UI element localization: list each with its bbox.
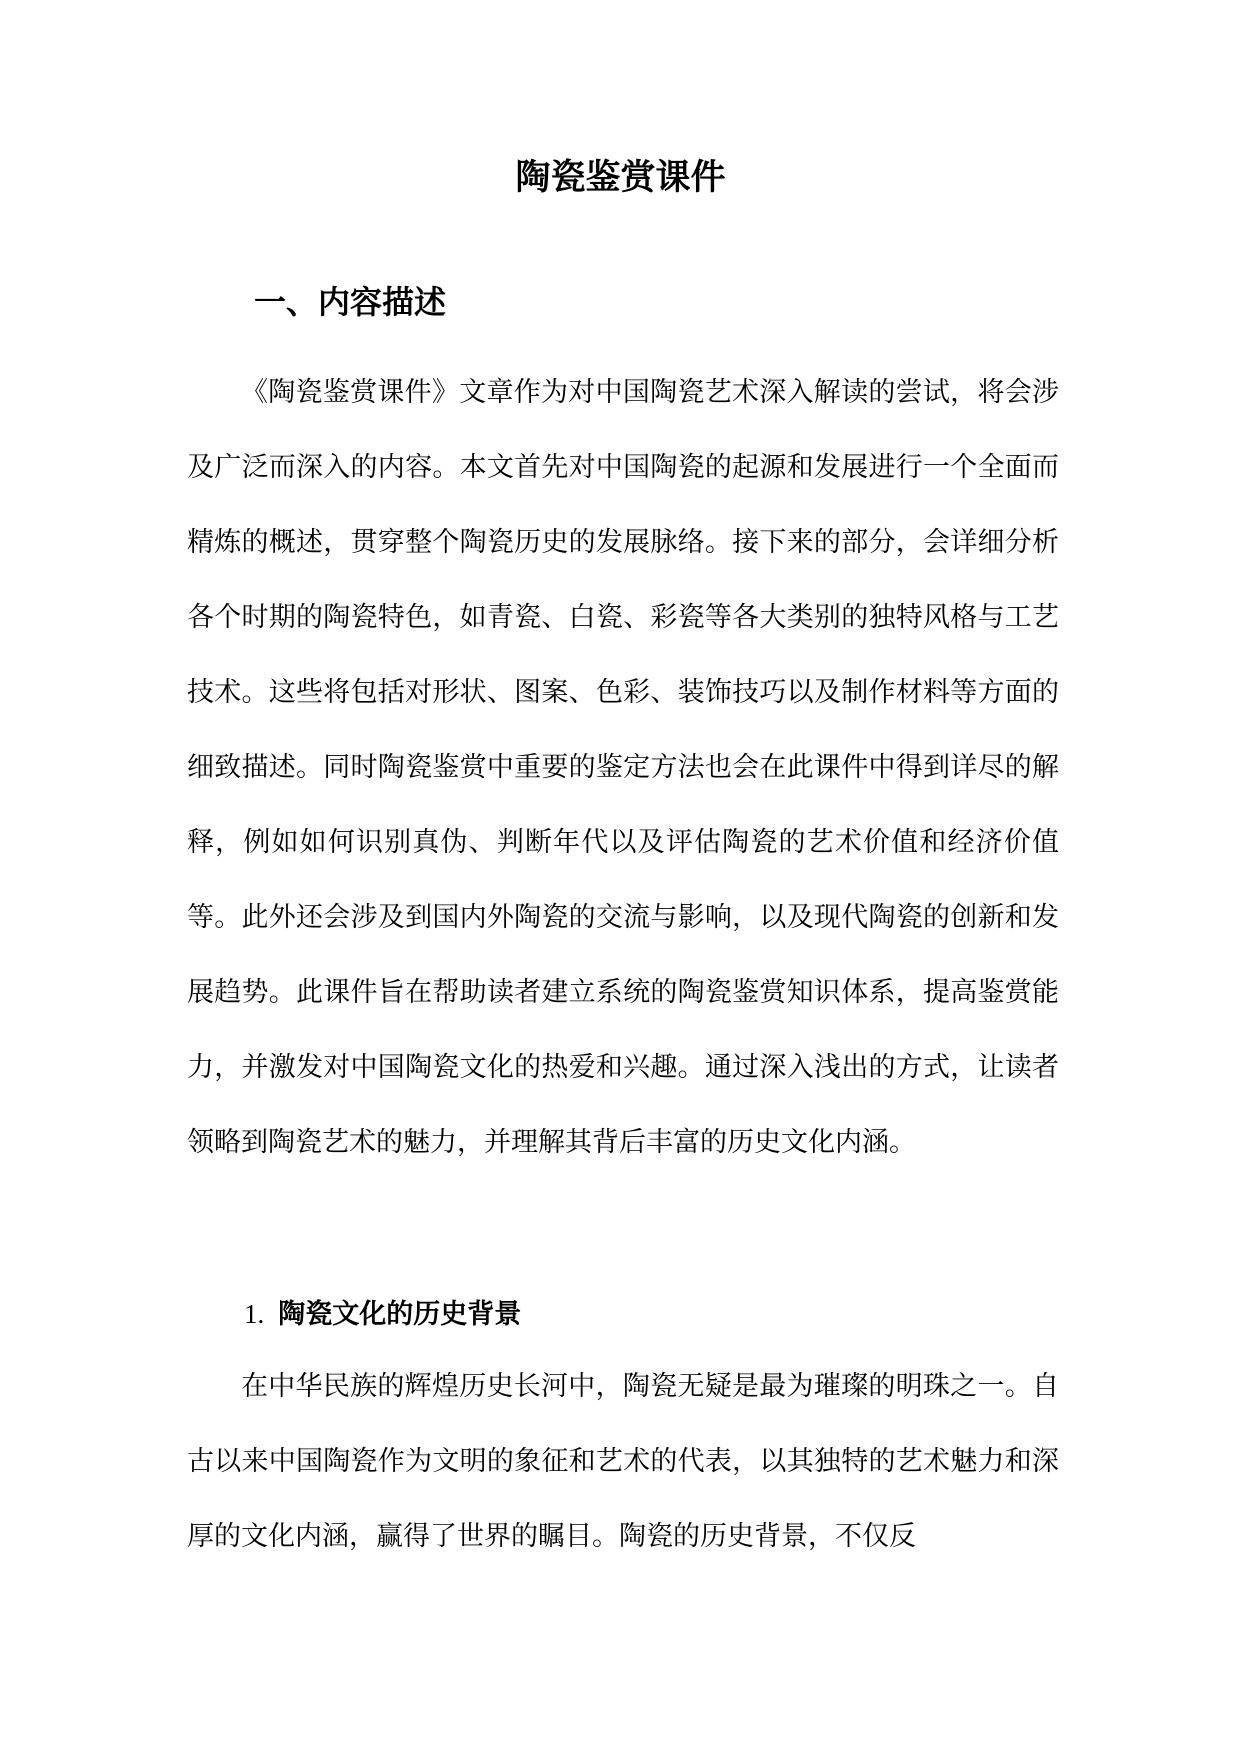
history-background-paragraph: 在中华民族的辉煌历史长河中，陶瓷无疑是最为璀璨的明珠之一。自古以来中国陶瓷作为文明的象征和艺术的代表，以其独特的艺术魅力和深厚的文化内涵，赢得了世界的瞩目。陶瓷的历史背景，不仅反 — [187, 1371, 1059, 1552]
document-title: 陶瓷鉴赏课件 — [515, 158, 726, 198]
section-heading-content-description: 一、内容描述 — [254, 283, 447, 321]
subsection-heading — [244, 1289, 521, 1340]
content-description-paragraph: 《陶瓷鉴赏课件》文章作为对中国陶瓷艺术深入解读的尝试，将会涉及广泛而深入的内容。本文首先对中国陶瓷的起源和发展进行一个全面而精炼的概述，贯穿整个陶瓷历史的发展脉络。接下来的部分，会详细分析各个时期的陶瓷特色，如青瓷、白瓷、彩瓷等各大类别的独特风格与工艺技术。这些将包括对形状、图案、色彩、装饰技巧以及制作材料等方面的细致描述。同时陶瓷鉴赏中重要的鉴定方法也会在此课件中得到详尽的解释，例如如何识别真伪、判断年代以及评估陶瓷的艺术价值和经济价值等。此外还会涉及到国内外陶瓷的交流与影响，以及现代陶瓷的创新和发展趋势。此课件旨在帮助读者建立系统的陶瓷鉴赏知识体系，提高鉴赏能力，并激发对中国陶瓷文化的热爱和兴趣。通过深入浅出的方式，让读者领略到陶瓷艺术的魅力，并理解其背后丰富的历史文化内涵。 — [187, 377, 1059, 1158]
subsection-heading-text: 陶瓷文化的历史背景 — [278, 1299, 522, 1330]
subsection-number: 1. — [244, 1299, 265, 1329]
